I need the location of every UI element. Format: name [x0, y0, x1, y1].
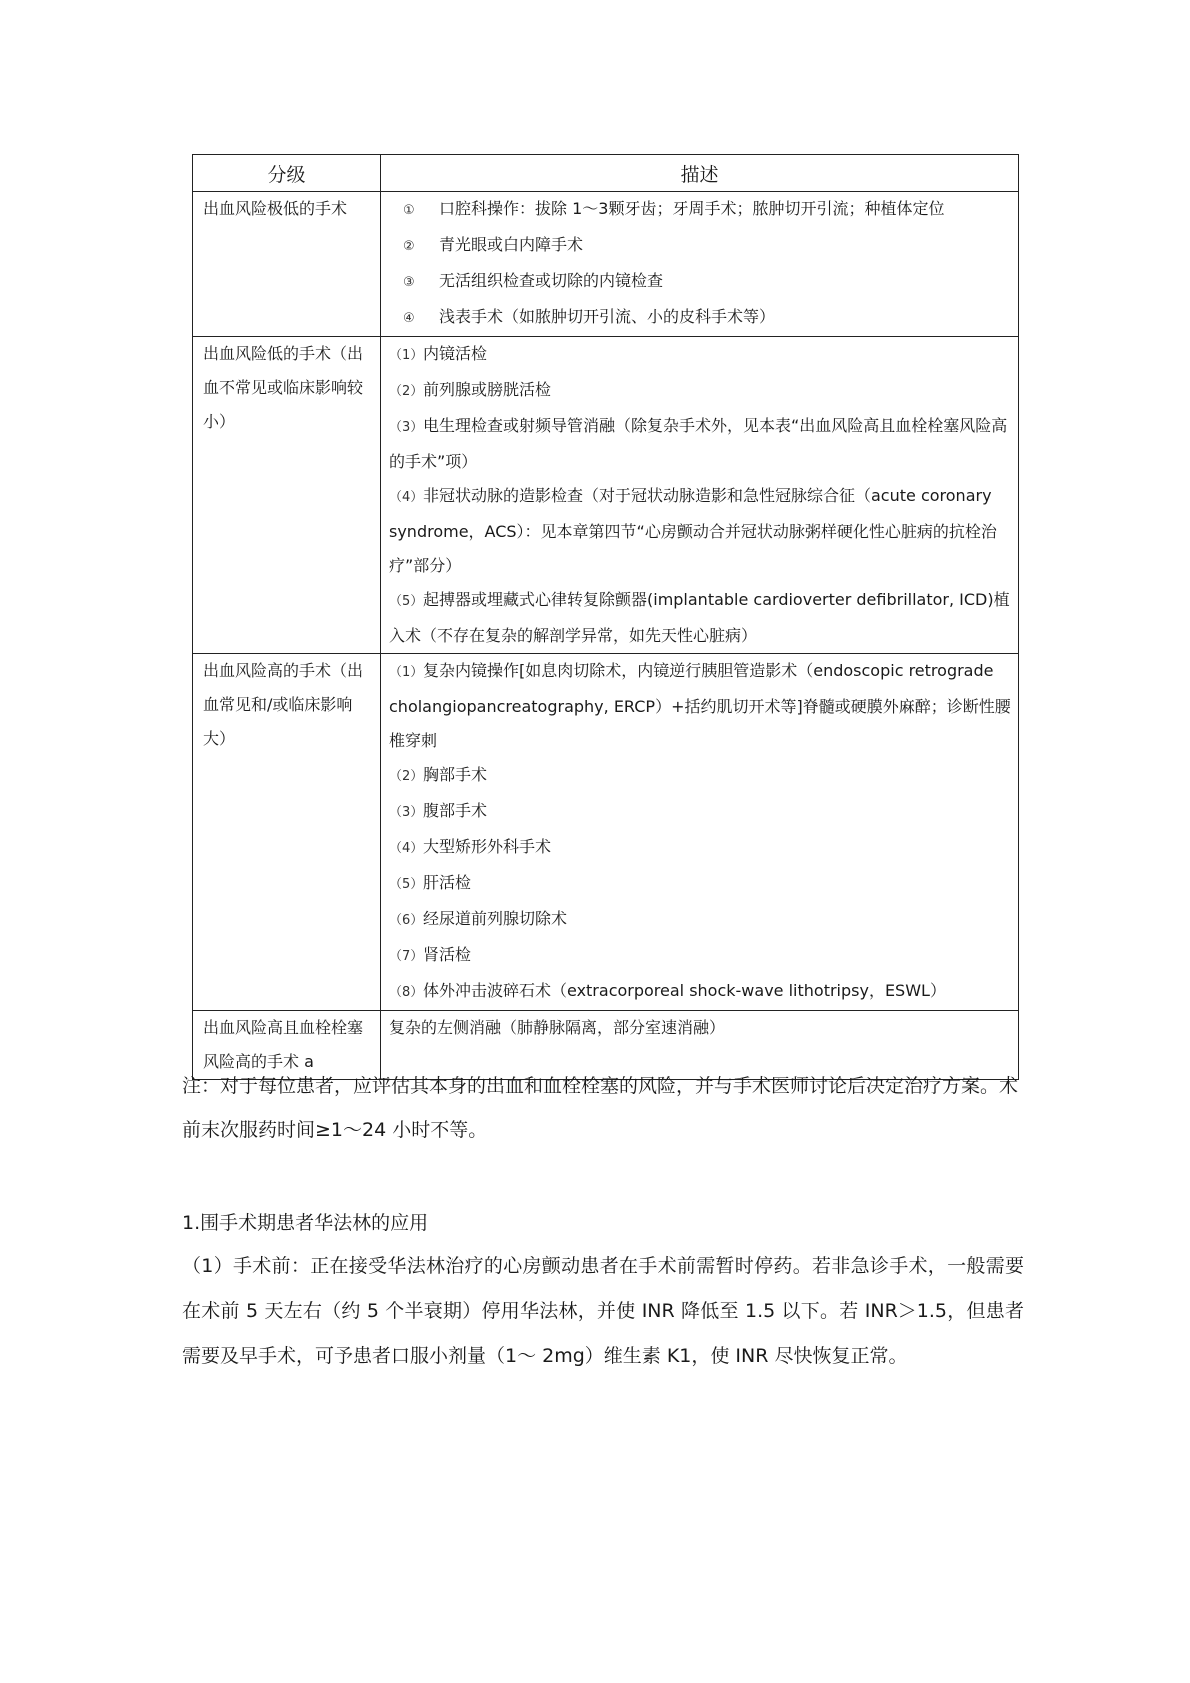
item-text: 肾活检	[423, 945, 472, 964]
bleeding-risk-table	[192, 154, 1019, 1080]
item-marker: （5）	[389, 594, 424, 609]
list-item	[389, 583, 1012, 653]
item-marker: ④	[403, 311, 415, 326]
item-marker: （7）	[389, 949, 424, 964]
list-item	[389, 373, 1012, 409]
item-text: 非冠状动脉的造影检查（对于冠状动脉造影和急性冠脉综合征（acute coronary syndrome，ACS）：见本章第四节“心房颤动合并冠状动脉粥样硬化性心脏病的抗栓治疗”部分）	[389, 486, 997, 575]
item-marker: ②	[403, 239, 415, 254]
item-text: 大型矫形外科手术	[423, 837, 552, 856]
item-text: 电生理检查或射频导管消融（除复杂手术外，见本表“出血风险高且血栓栓塞风险高的手术”项）	[389, 416, 1008, 471]
item-text: 体外冲击波碎石术（extracorporeal shock-wave lithotripsy，ESWL）	[423, 981, 946, 1000]
item-marker: （8）	[389, 985, 424, 1000]
list-item	[389, 479, 1012, 583]
list-item	[389, 938, 1012, 974]
header-grade: 分级	[193, 155, 381, 192]
body-paragraph: （1）手术前：正在接受华法林治疗的心房颤动患者在手术前需暂时停药。若非急诊手术，一般需要在术前 5 天左右（约 5 个半衰期）停用华法林，并使 INR 降低至 1.5 以下。若 INR＞1.5，但患者需要及早手术，可予患者口服小剂量（1～ 2mg）维生素 K1，使 INR 尽快恢复正常。	[182, 1255, 1024, 1367]
list-item	[389, 1011, 1012, 1045]
item-text: 浅表手术（如脓肿切开引流、小的皮科手术等）	[439, 307, 776, 326]
item-marker: （6）	[389, 913, 424, 928]
item-text: 经尿道前列腺切除术	[423, 909, 568, 928]
list-item	[389, 409, 1012, 479]
item-marker: （1）	[389, 348, 424, 363]
item-text: 复杂的左侧消融（肺静脉隔离，部分室速消融）	[389, 1018, 726, 1037]
list-item	[389, 300, 1012, 336]
list-item	[389, 337, 1012, 373]
list-item	[389, 758, 1012, 794]
item-text: 口腔科操作：拔除 1～3颗牙齿；牙周手术；脓肿切开引流；种植体定位	[439, 199, 945, 218]
list-item	[389, 264, 1012, 300]
description-cell	[381, 192, 1019, 337]
item-text: 起搏器或埋藏式心律转复除颤器(implantable cardioverter defibrillator, ICD)植入术（不存在复杂的解剖学异常，如先天性心脏病）	[389, 590, 1010, 645]
list-item	[389, 902, 1012, 938]
item-marker: （3）	[389, 420, 424, 435]
item-text: 胸部手术	[423, 765, 488, 784]
item-marker: （1）	[389, 665, 424, 680]
section-heading: 1.围手术期患者华法林的应用	[182, 1212, 429, 1234]
list-item	[389, 794, 1012, 830]
item-marker: （2）	[389, 769, 424, 784]
list-item	[389, 192, 1012, 228]
item-text: 青光眼或白内障手术	[439, 235, 584, 254]
item-text: 腹部手术	[423, 801, 488, 820]
item-text: 前列腺或膀胱活检	[423, 380, 552, 399]
list-item	[389, 974, 1012, 1010]
table-row	[193, 337, 1019, 654]
item-marker: （4）	[389, 841, 424, 856]
header-description: 描述	[381, 155, 1019, 192]
list-item	[389, 654, 1012, 758]
list-item	[389, 866, 1012, 902]
grade-cell: 出血风险极低的手术	[193, 192, 381, 337]
list-item	[389, 228, 1012, 264]
grade-cell: 出血风险低的手术（出血不常见或临床影响较小）	[193, 337, 381, 654]
item-marker: ③	[403, 275, 415, 290]
item-marker: ①	[403, 203, 415, 218]
item-marker: （2）	[389, 384, 424, 399]
item-text: 复杂内镜操作[如息肉切除术，内镜逆行胰胆管造影术（endoscopic retrograde cholangiopancreatography, ERCP）+括约肌切开术等]脊髓或硬膜外麻醉；诊断性腰椎穿刺	[389, 661, 1011, 750]
description-cell	[381, 654, 1019, 1011]
item-marker: （3）	[389, 805, 424, 820]
list-item	[389, 830, 1012, 866]
grade-cell: 出血风险高且血栓栓塞风险高的手术 a	[193, 1011, 381, 1080]
table-row	[193, 654, 1019, 1011]
item-text: 无活组织检查或切除的内镜检查	[439, 271, 664, 290]
grade-cell: 出血风险高的手术（出血常见和/或临床影响大）	[193, 654, 381, 1011]
table-note: 注：对于每位患者，应评估其本身的出血和血栓栓塞的风险，并与手术医师讨论后决定治疗方案。术前末次服药时间≥1～24 小时不等。	[182, 1075, 1019, 1141]
item-marker: （4）	[389, 490, 424, 505]
item-text: 肝活检	[423, 873, 472, 892]
item-marker: （5）	[389, 877, 424, 892]
table-header-row	[193, 155, 1019, 192]
description-cell	[381, 337, 1019, 654]
table-row	[193, 192, 1019, 337]
item-text: 内镜活检	[423, 344, 488, 363]
